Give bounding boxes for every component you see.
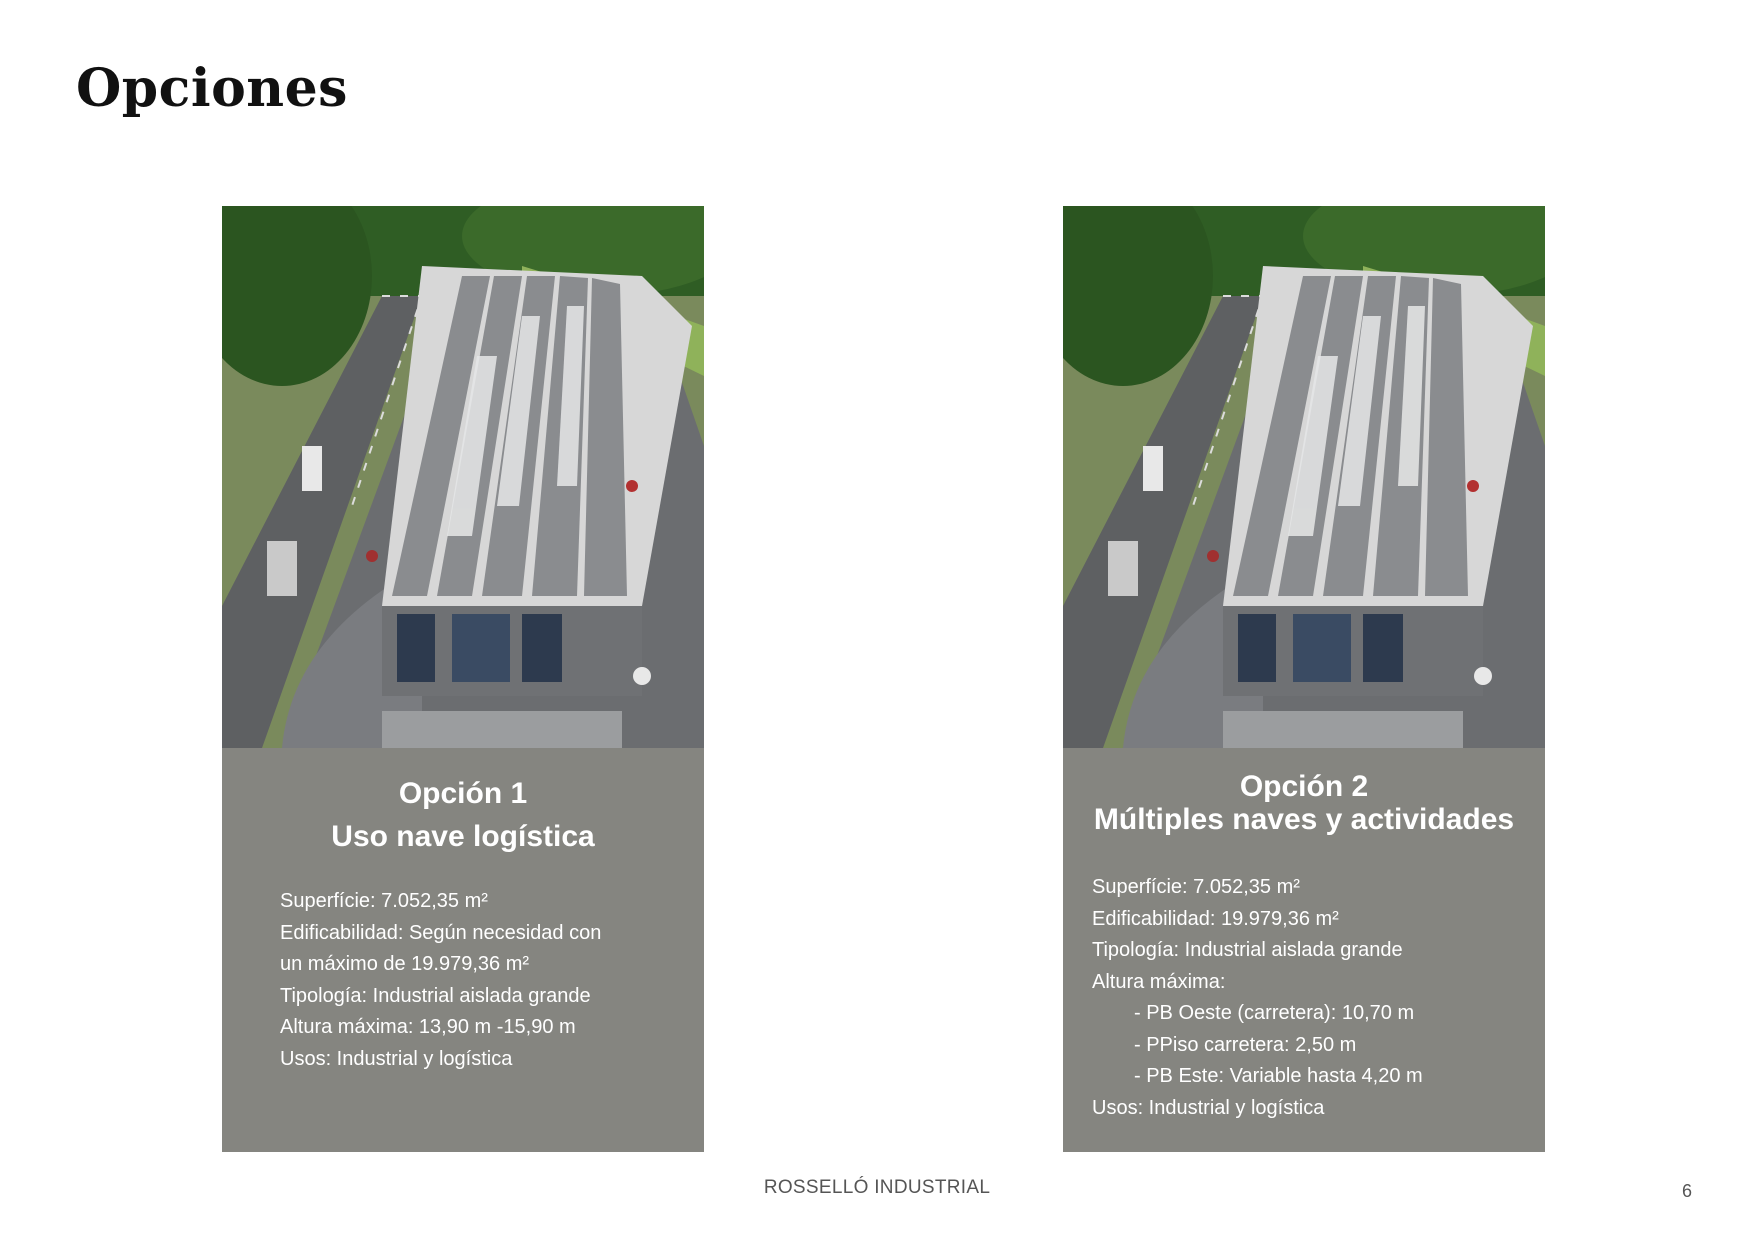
option-card-2 [1063, 206, 1545, 1152]
spec-item: Edificabilidad: Según necesidad con [280, 921, 602, 944]
spec-item: un máximo de 19.979,36 m² [280, 953, 530, 975]
spec-item: Altura máxima: 13,90 m -15,90 m [280, 1016, 576, 1038]
option-number: Opción 1 [398, 777, 528, 810]
spec-subitem: - PB Este: Variable hasta 4,20 m [1134, 1065, 1423, 1087]
option-heading [222, 772, 704, 858]
spec-list [1092, 872, 1537, 1124]
spec-item: Edificabilidad: 19.979,36 m² [1092, 907, 1339, 930]
option-name: Múltiples naves y actividades [1093, 803, 1515, 836]
spec-item: Altura máxima: [1092, 970, 1226, 993]
option-number: Opción 2 [1239, 770, 1369, 803]
footer-brand: ROSSELLÓ INDUSTRIAL [763, 1177, 991, 1198]
spec-subitem: - PB Oeste (carretera): 10,70 m [1134, 1002, 1415, 1024]
warehouse-rendering-image [1063, 206, 1545, 748]
spec-item: Usos: Industrial y logística [1092, 1096, 1325, 1119]
spec-item: Tipología: Industrial aislada grande [1092, 939, 1403, 961]
option-card-1 [222, 206, 704, 1152]
spec-item: Superfície: 7.052,35 m² [1092, 876, 1300, 898]
warehouse-rendering-image [222, 206, 704, 748]
spec-list [280, 886, 690, 1075]
spec-item: Tipología: Industrial aislada grande [280, 984, 591, 1007]
spec-item: Usos: Industrial y logística [280, 1047, 513, 1070]
spec-item: Superfície: 7.052,35 m² [280, 890, 488, 912]
page-title: Opciones [76, 58, 348, 119]
spec-subitem: - PPiso carretera: 2,50 m [1134, 1033, 1357, 1056]
option-heading [1063, 770, 1545, 836]
option-name: Uso nave logística [331, 820, 595, 853]
page-number: 6 [1681, 1181, 1692, 1201]
